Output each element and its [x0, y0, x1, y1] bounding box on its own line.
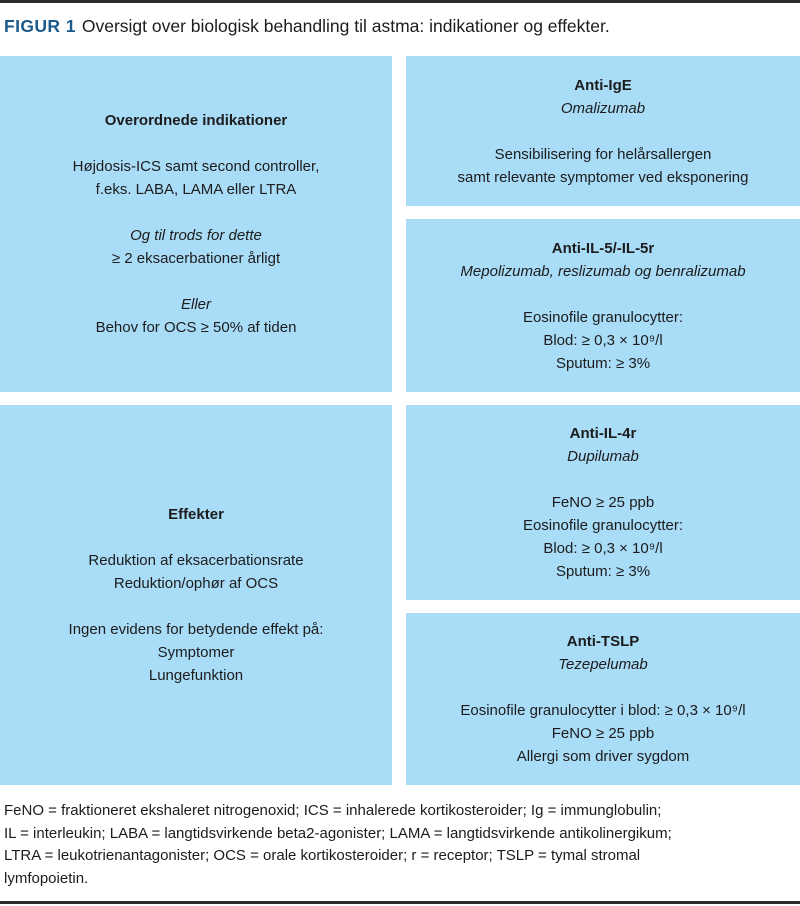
anti-tslp-line: FeNO ≥ 25 ppb — [551, 725, 655, 742]
anti-il4-heading: Anti-IL-4r — [569, 425, 637, 442]
effect-line: Reduktion/ophør af OCS — [113, 575, 279, 592]
effect-line: Symptomer — [157, 644, 235, 661]
bottom-rule — [0, 901, 800, 904]
anti-il4-line: Blod: ≥ 0,3 × 10⁹/l — [543, 540, 663, 557]
anti-ige-drug: Omalizumab — [560, 99, 646, 117]
anti-il5-line: Sputum: ≥ 3% — [555, 354, 651, 372]
effects-box — [0, 405, 392, 785]
anti-il5-drug: Mepolizumab, reslizumab og benralizumab — [460, 262, 746, 280]
anti-il5-line: Eosinofile granulocytter: — [522, 308, 684, 326]
anti-il5-heading: Anti-IL-5/-IL-5r — [551, 239, 655, 257]
indication-line: ≥ 2 eksacerbationer årligt — [111, 250, 281, 267]
top-rule — [0, 0, 800, 3]
indications-heading: Overordnede indikationer — [104, 112, 288, 129]
anti-il5-box — [406, 219, 800, 392]
anti-il4-line: Eosinofile granulocytter: — [522, 517, 684, 534]
anti-il4-box — [406, 405, 800, 600]
indication-line: Behov for OCS ≥ 50% af tiden — [95, 319, 297, 336]
effect-line: Lungefunktion — [148, 667, 244, 684]
footnote-line: lymfopoietin. — [4, 869, 89, 887]
indication-line: Eller — [180, 296, 211, 313]
anti-il4-line: Sputum: ≥ 3% — [555, 563, 651, 580]
abbreviations-footnote — [4, 800, 796, 890]
anti-tslp-line: Allergi som driver sygdom — [516, 748, 690, 765]
effect-line: Reduktion af eksacerbationsrate — [88, 552, 304, 569]
indications-box — [0, 56, 392, 392]
anti-il5-line: Blod: ≥ 0,3 × 10⁹/l — [543, 331, 663, 349]
anti-tslp-line: Eosinofile granulocytter i blod: ≥ 0,3 × 10⁹/l — [460, 702, 746, 719]
anti-tslp-box — [406, 613, 800, 785]
figure-caption: Oversigt over biologisk behandling til astma: indikationer og effekter. — [81, 16, 610, 36]
indication-line: Og til trods for dette — [130, 227, 262, 244]
anti-ige-box — [406, 56, 800, 206]
footnote-line: LTRA = leukotrienantagonister; OCS = orale kortikosteroider; r = receptor; TSLP = tymal stromal — [4, 847, 641, 864]
indication-line: Højdosis-ICS samt second controller, — [72, 158, 320, 175]
effects-heading: Effekter — [168, 506, 224, 523]
anti-ige-heading: Anti-IgE — [574, 76, 632, 94]
footnote-line: IL = interleukin; LABA = langtidsvirkende beta2-agonister; LAMA = langtidsvirkende antikolinergikum; — [4, 824, 672, 842]
figure-label: FIGUR 1 — [4, 16, 76, 36]
anti-il4-line: FeNO ≥ 25 ppb — [551, 494, 655, 511]
anti-ige-line: samt relevante symptomer ved eksponering — [457, 168, 749, 186]
footnote-line: FeNO = fraktioneret ekshaleret nitrogenoxid; ICS = inhalerede kortikosteroider; Ig = immunglobulin; — [4, 802, 662, 819]
anti-tslp-heading: Anti-TSLP — [566, 633, 640, 650]
anti-il4-drug: Dupilumab — [567, 448, 639, 465]
effect-line: Ingen evidens for betydende effekt på: — [68, 621, 324, 638]
indication-line: f.eks. LABA, LAMA eller LTRA — [95, 181, 297, 198]
anti-ige-line: Sensibilisering for helårsallergen — [494, 145, 712, 163]
anti-tslp-drug: Tezepelumab — [558, 656, 648, 673]
figure-title — [4, 14, 796, 38]
